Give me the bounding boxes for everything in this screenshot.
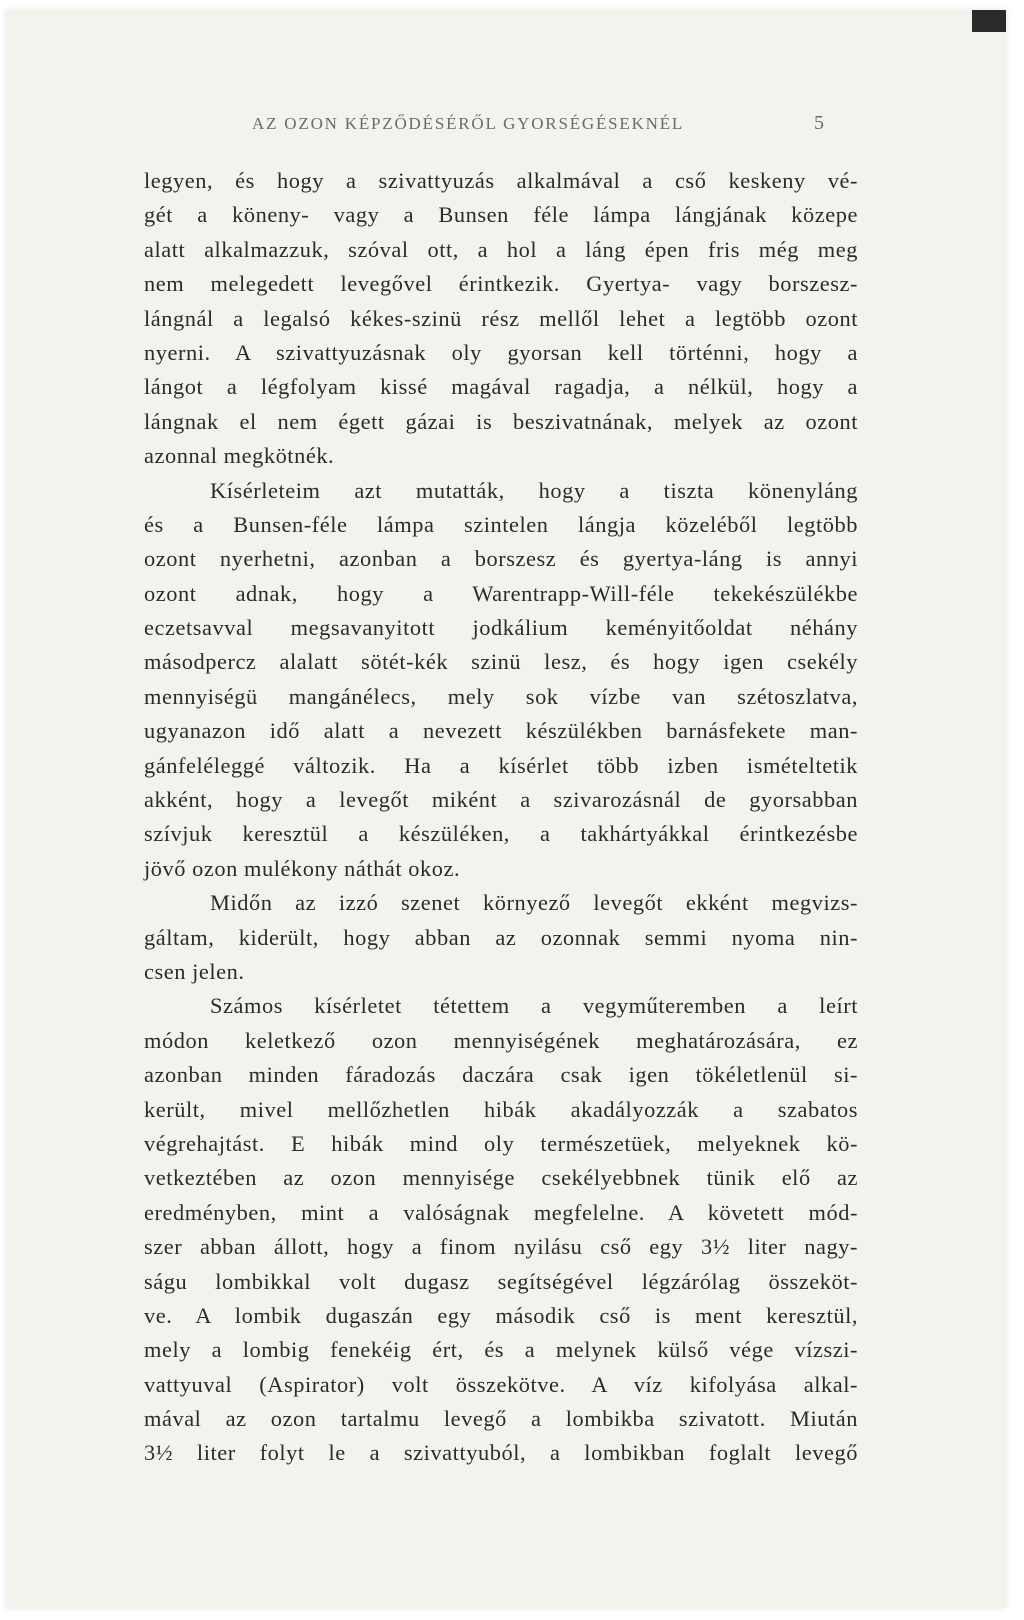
- text-line: ugyanazon idő alatt a nevezett készülékben barnásfekete man-: [144, 718, 858, 744]
- text-line-paragraph-start: Kísérleteim azt mutatták, hogy a tiszta könenyláng: [210, 477, 858, 503]
- text-line: 3½ liter folyt le a szivattyuból, a lombikban foglalt levegő: [144, 1440, 858, 1466]
- text-line: akként, hogy a levegőt miként a szivarozásnál de gyorsabban: [144, 787, 858, 813]
- text-line: módon keletkező ozon mennyiségének meghatározására, ez: [144, 1027, 858, 1053]
- text-line: mely a lombig fenekéig ért, és a melynek külső vége vízszi-: [144, 1337, 858, 1363]
- text-line: lángnak el nem égett gázai is beszivatnának, melyek az ozont: [144, 408, 858, 434]
- scan-corner-mark: [972, 10, 1006, 32]
- text-line: jövő ozon mulékony náthát okoz.: [144, 855, 461, 881]
- text-line: szer abban állott, hogy a finom nyilásu cső egy 3½ liter nagy-: [144, 1234, 858, 1260]
- page-header: [6, 114, 1006, 144]
- text-line: eredményben, mint a valóságnak megfelelne. A követett mód-: [144, 1199, 858, 1225]
- text-line: vetkeztében az ozon mennyisége csekélyebbnek tünik elő az: [144, 1165, 858, 1191]
- text-line: gánfeléleggé változik. Ha a kísérlet több izben ismételtetik: [144, 752, 858, 778]
- text-line: azonnal megkötnék.: [144, 443, 335, 469]
- text-line: másodpercz alalatt sötét-kék szinü lesz, és hogy igen csekély: [144, 649, 858, 675]
- text-line: és a Bunsen-féle lámpa szintelen lángja közeléből legtöbb: [144, 511, 858, 537]
- text-line: lángot a légfolyam kissé magával ragadja, a nélkül, hogy a: [144, 374, 858, 400]
- text-line: eczetsavval megsavanyitott jodkálium keményitőoldat néhány: [144, 615, 858, 641]
- text-line: gáltam, kiderült, hogy abban az ozonnak semmi nyoma nin-: [144, 924, 858, 950]
- text-line: nyerni. A szivattyuzásnak oly gyorsan kell történni, hogy a: [144, 339, 858, 365]
- text-line: végrehajtást. E hibák mind oly természetüek, melyeknek kö-: [144, 1130, 858, 1156]
- running-head: AZ OZON KÉPZŐDÉSÉRŐL GYORSÉGÉSEKNÉL: [252, 114, 685, 133]
- text-line-paragraph-start: Midőn az izzó szenet környező levegőt ekként megvizs-: [210, 890, 858, 916]
- page-number: 5: [814, 112, 824, 134]
- text-line: lángnál a legalsó kékes-szinü rész mellől lehet a legtöbb ozont: [144, 305, 858, 331]
- text-line: szívjuk keresztül a készüléken, a takhártyákkal érintkezésbe: [144, 821, 858, 847]
- text-line: ozont nyerhetni, azonban a borszesz és gyertya-láng is annyi: [144, 546, 858, 572]
- scanned-page: [6, 10, 1006, 1608]
- text-line: nem melegedett levegővel érintkezik. Gyertya- vagy borszesz-: [144, 271, 858, 297]
- text-line: legyen, és hogy a szivattyuzás alkalmával a cső keskeny vé-: [144, 168, 858, 193]
- text-line: csen jelen.: [144, 958, 245, 984]
- text-line: ve. A lombik dugaszán egy második cső is ment keresztül,: [144, 1302, 858, 1328]
- text-line: ságu lombikkal volt dugasz segítségével légzárólag összeköt-: [144, 1268, 858, 1294]
- text-line: vattyuval (Aspirator) volt összekötve. A víz kifolyása alkal-: [144, 1371, 858, 1397]
- text-line: gét a köneny- vagy a Bunsen féle lámpa lángjának közepe: [144, 202, 858, 228]
- text-line: került, mivel mellőzhetlen hibák akadályozzák a szabatos: [144, 1096, 858, 1122]
- body-text: [144, 164, 858, 1471]
- text-line: azonban minden fáradozás daczára csak igen tökéletlenül si-: [144, 1062, 858, 1088]
- text-line: alatt alkalmazzuk, szóval ott, a hol a láng épen fris még meg: [144, 236, 858, 262]
- text-line-paragraph-start: Számos kísérletet tétettem a vegyműteremben a leírt: [210, 993, 858, 1019]
- text-line: mával az ozon tartalmu levegő a lombikba szivatott. Miután: [144, 1406, 858, 1432]
- text-line: mennyiségü mangánélecs, mely sok vízbe van szétoszlatva,: [144, 683, 858, 709]
- text-line: ozont adnak, hogy a Warentrapp-Will-féle tekekészülékbe: [144, 580, 858, 606]
